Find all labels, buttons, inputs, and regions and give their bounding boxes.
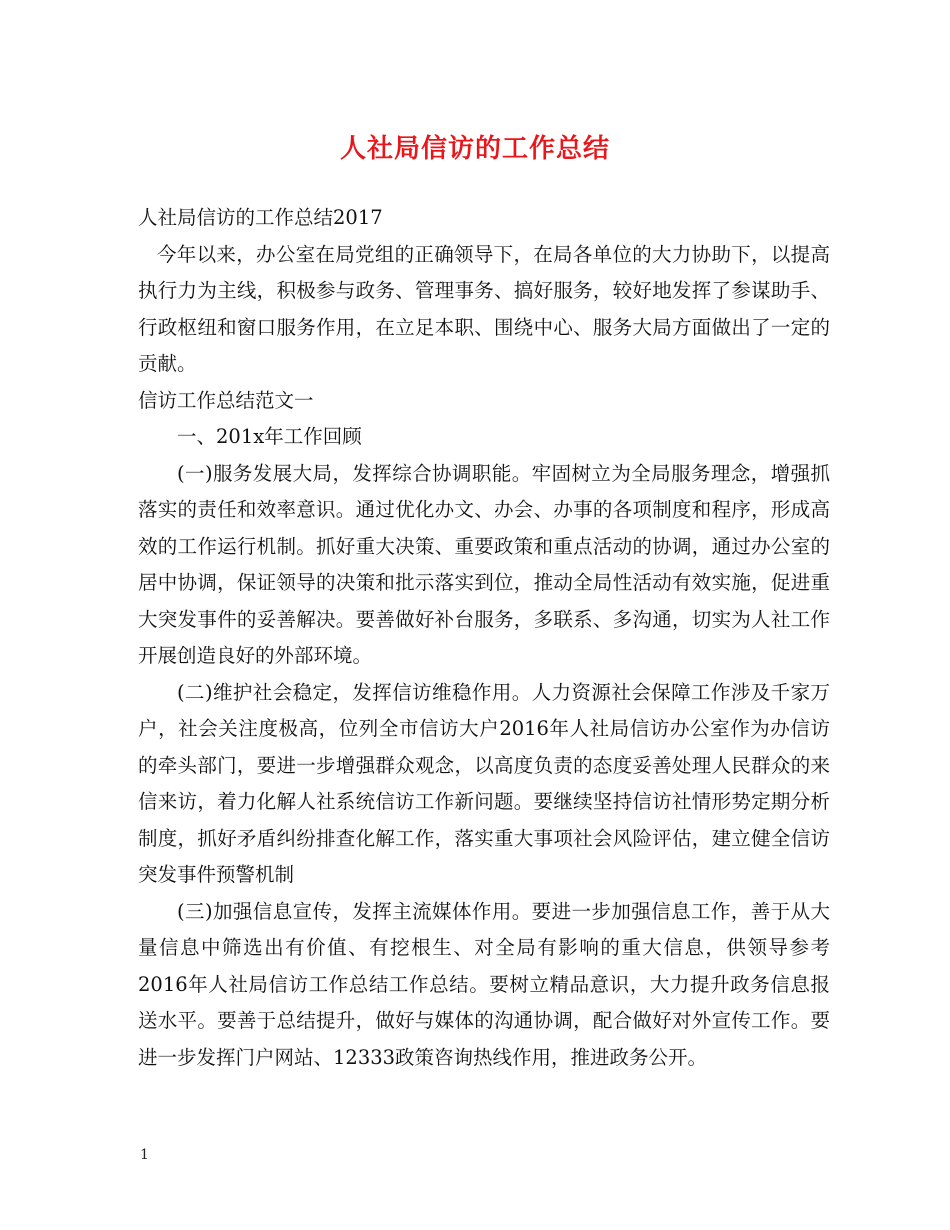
paragraph-item-2: (二)维护社会稳定，发挥信访维稳作用。人力资源社会保障工作涉及千家万户，社会关注度极高，位列全市信访大户2016年人社局信访办公室作为办信访的牵头部门，要进一步增强群众观念，以高度负责的态度妥善处理人民群众的来信来访，着力化解人社系统信访工作新问题。要继续坚持信访社情形势定期分析制度，抓好矛盾纠纷排查化解工作，落实重大事项社会风险评估，建立健全信访突发事件预警机制 <box>138 680 830 886</box>
subsection-heading: 一、201x年工作回顾 <box>177 425 362 448</box>
paragraph-item-1: (一)服务发展大局，发挥综合协调职能。牢固树立为全局服务理念，增强抓落实的责任和效率意识。通过优化办文、办会、办事的各项制度和程序，形成高效的工作运行机制。抓好重大决策、重要政策和重点活动的协调，通过办公室的居中协调，保证领导的决策和批示落实到位，推动全局性活动有效实施，促进重大突发事件的妥善解决。要善做好补台服务，多联系、多沟通，切实为人社工作开展创造良好的外部环境。 <box>138 461 830 667</box>
document-title: 人社局信访的工作总结 <box>339 134 610 164</box>
section-heading: 信访工作总结范文一 <box>138 388 314 412</box>
document-body <box>138 200 830 1076</box>
page-number: 1 <box>140 1147 149 1163</box>
intro-paragraph: 今年以来，办公室在局党组的正确领导下，在局各单位的大力协助下，以提高执行力为主线，积极参与政务、管理事务、搞好服务，较好地发挥了参谋助手、行政枢纽和窗口服务作用，在立足本职、围绕中心、服务大局方面做出了一定的贡献。 <box>138 242 830 375</box>
subtitle-line: 人社局信访的工作总结2017 <box>138 206 383 229</box>
paragraph-item-3: (三)加强信息宣传，发挥主流媒体作用。要进一步加强信息工作，善于从大量信息中筛选出有价值、有挖根生、对全局有影响的重大信息，供领导参考2016年人社局信访工作总结工作总结。要树立精品意识，大力提升政务信息报送水平。要善于总结提升，做好与媒体的沟通协调，配合做好对外宣传工作。要进一步发挥门户网站、12333政策咨询热线作用，推进政务公开。 <box>138 899 830 1069</box>
